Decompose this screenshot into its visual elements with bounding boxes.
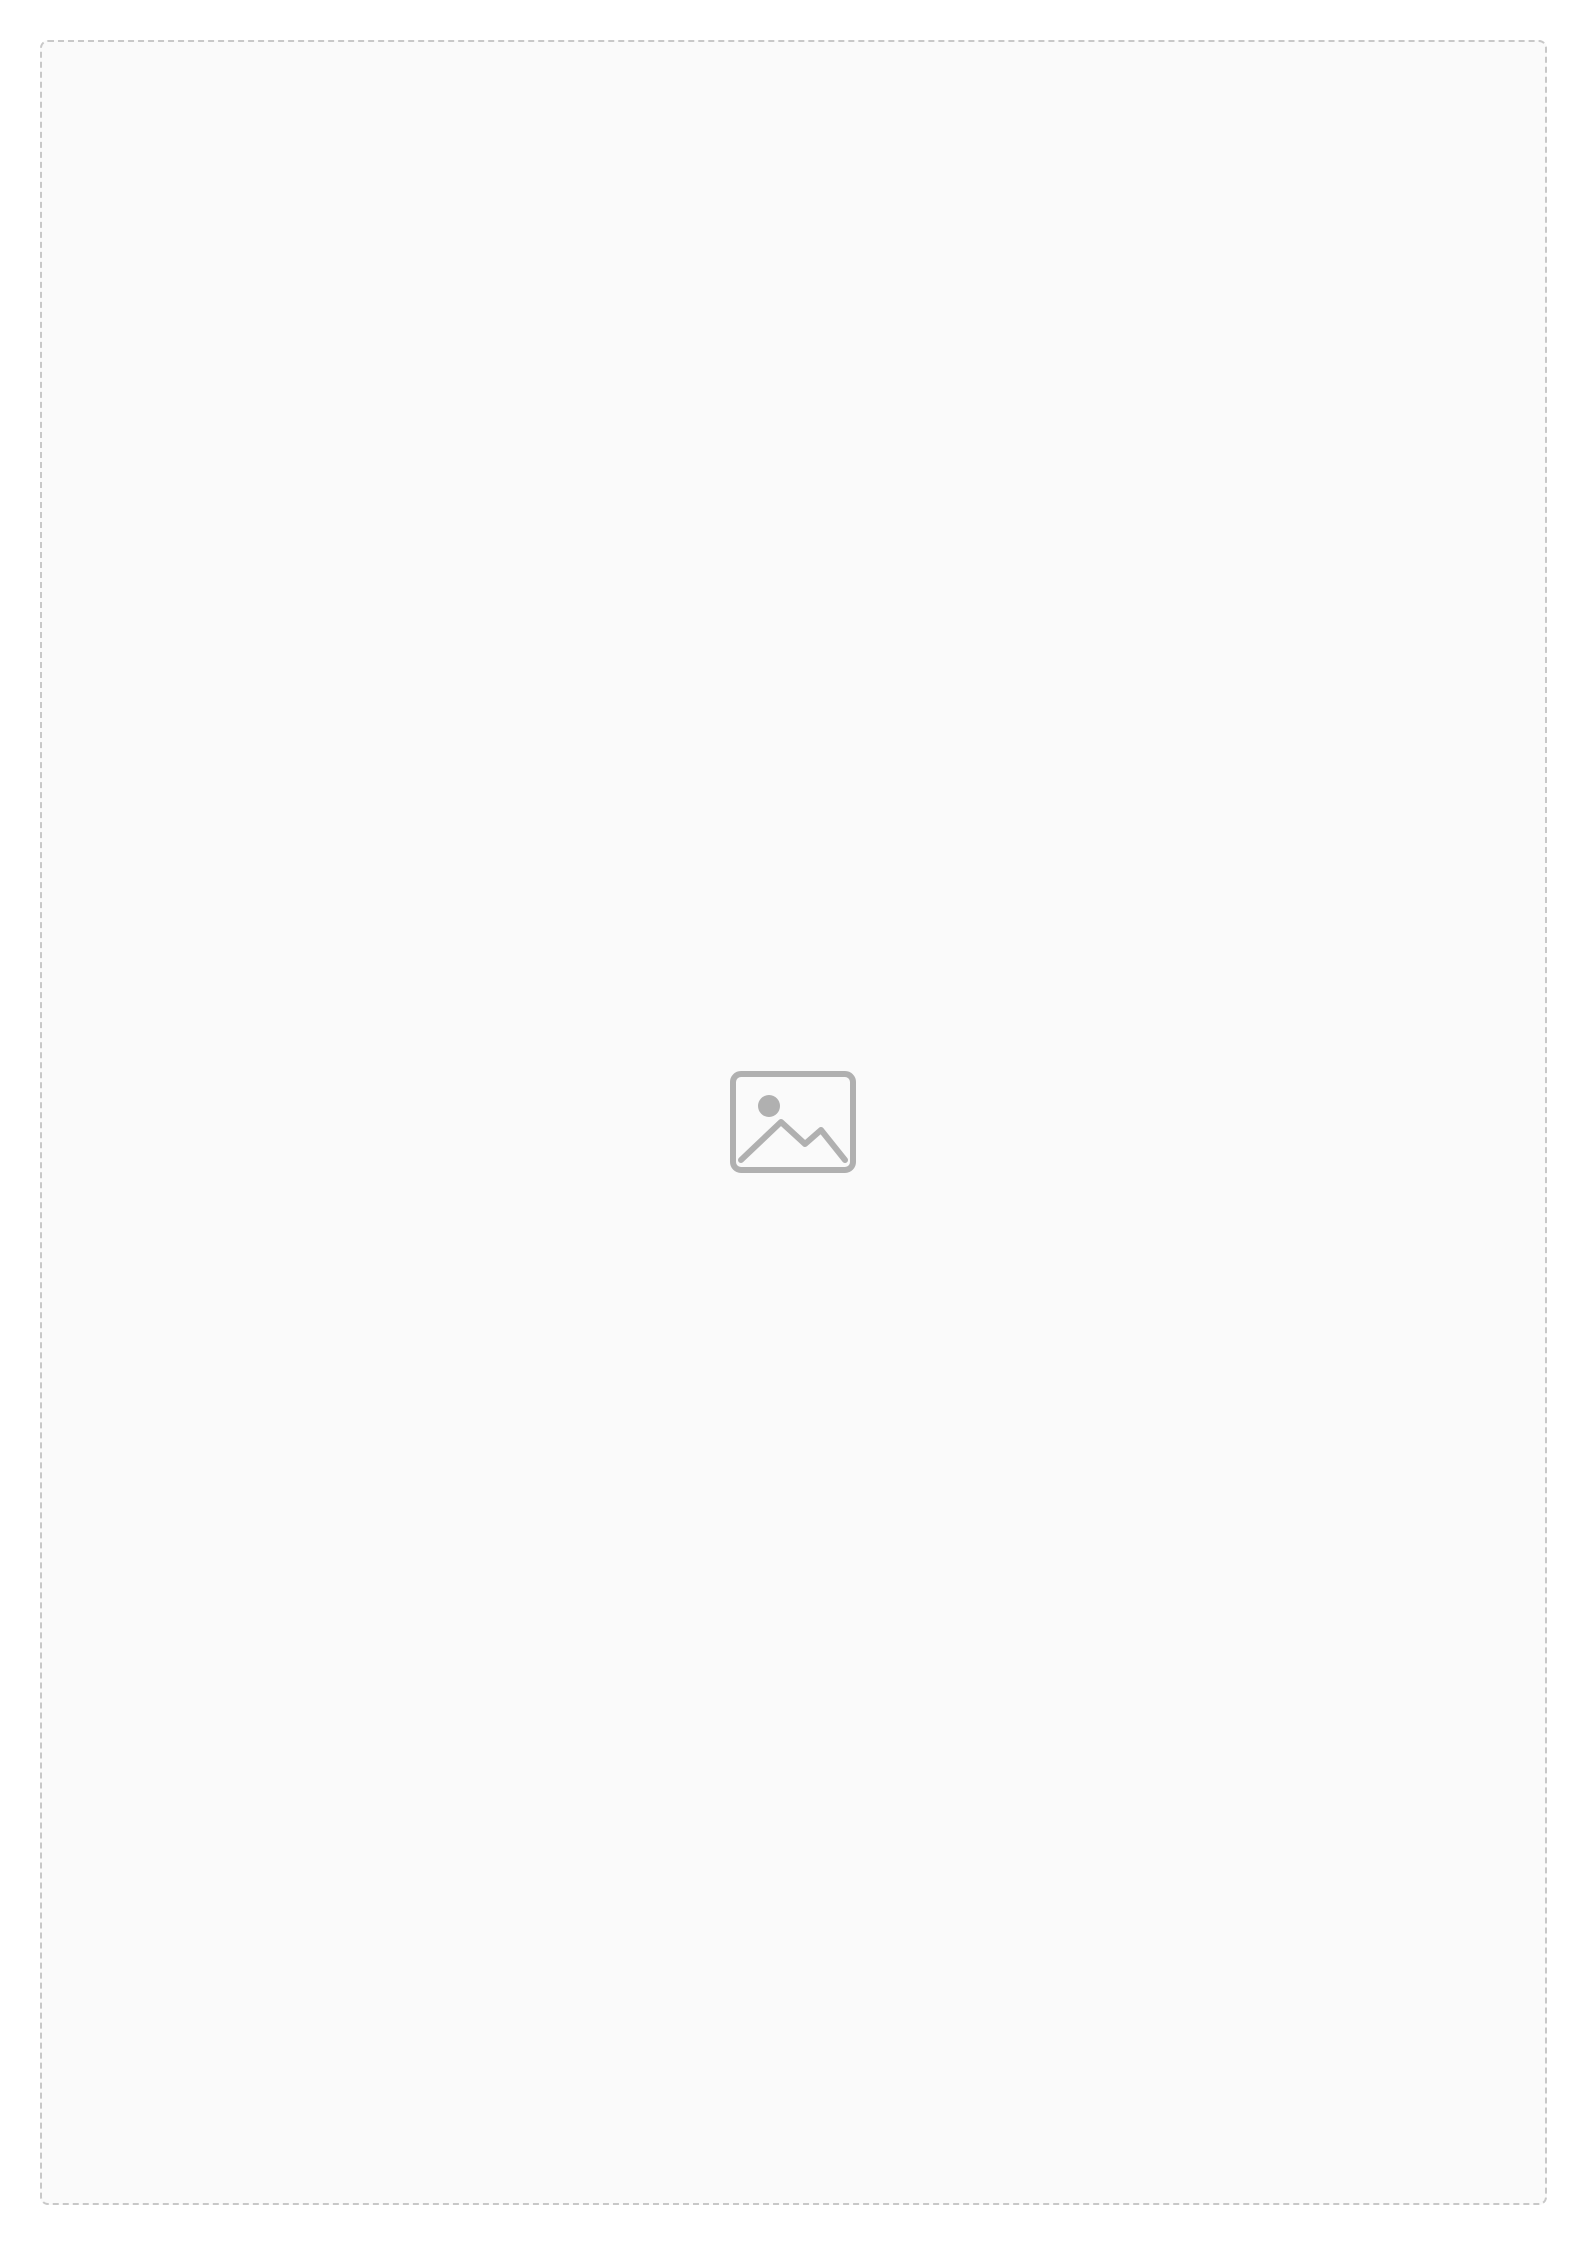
- page-title: [40, 1220, 1547, 1254]
- page-note: [40, 1270, 1547, 1292]
- image-icon: [723, 1052, 863, 1192]
